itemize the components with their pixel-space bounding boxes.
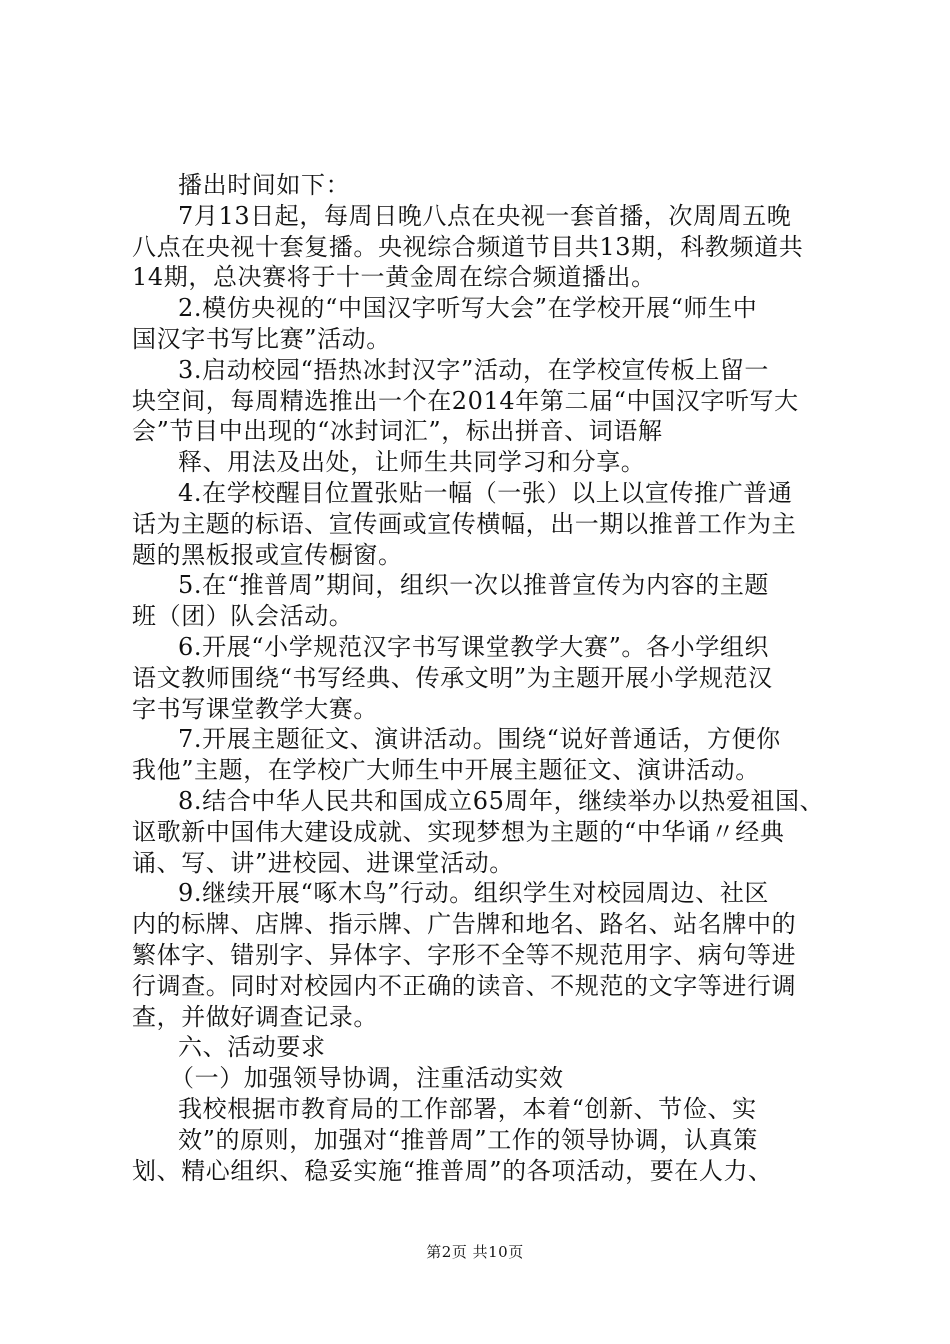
- document-body: [132, 170, 832, 1186]
- text-line: 4.在学校醒目位置张贴一幅（一张）以上以宣传推广普通: [178, 478, 793, 507]
- text-line: 我校根据市教育局的工作部署，本着“创新、节俭、实: [178, 1094, 757, 1123]
- text-line: （一）加强领导协调，注重活动实效: [170, 1064, 564, 1093]
- text-line: 班（团）队会活动。: [132, 602, 354, 631]
- text-line: 14期，总决赛将于十一黄金周在综合频道播出。: [132, 263, 656, 292]
- page-footer: 第2页 共10页: [426, 1243, 524, 1261]
- text-line: 八点在央视十套复播。央视综合频道节目共13期，科教频道共: [132, 232, 804, 261]
- text-line: 查，并做好调查记录。: [132, 1002, 378, 1031]
- text-line: 诵、写、讲”进校园、进课堂活动。: [132, 848, 514, 877]
- text-line: 7.开展主题征文、演讲活动。围绕“说好普通话，方便你: [178, 725, 781, 754]
- text-line: 5.在“推普周”期间，组织一次以推普宣传为内容的主题: [178, 571, 770, 600]
- text-line: 六、活动要求: [178, 1033, 326, 1062]
- text-line: 会”节目中出现的“冰封词汇”，标出拼音、词语解: [132, 417, 663, 446]
- text-line: 话为主题的标语、宣传画或宣传横幅，出一期以推普工作为主: [132, 509, 797, 538]
- text-line: 7月13日起，每周日晚八点在央视一套首播，次周周五晚: [178, 201, 792, 230]
- text-line: 繁体字、错别字、异体字、字形不全等不规范用字、病句等进: [132, 940, 797, 969]
- text-line: 6.开展“小学规范汉字书写课堂教学大赛”。各小学组织: [178, 632, 770, 661]
- text-line: 行调查。同时对校园内不正确的读音、不规范的文字等进行调: [132, 971, 797, 1000]
- text-line: 8.结合中华人民共和国成立65周年，继续举办以热爱祖国、: [178, 786, 825, 815]
- text-line: 9.继续开展“啄木鸟”行动。组织学生对校园周边、社区: [178, 879, 770, 908]
- text-line: 效”的原则，加强对“推普周”工作的领导协调，认真策: [178, 1125, 758, 1154]
- text-line: 3.启动校园“捂热冰封汉字”活动，在学校宣传板上留一: [178, 355, 770, 384]
- text-line: 划、精心组织、稳妥实施“推普周”的各项活动，要在人力、: [132, 1156, 773, 1185]
- text-line: 内的标牌、店牌、指示牌、广告牌和地名、路名、站名牌中的: [132, 910, 797, 939]
- text-line: 题的黑板报或宣传橱窗。: [132, 540, 403, 569]
- text-line: 播出时间如下：: [178, 171, 351, 199]
- text-line: 释、用法及出处，让师生共同学习和分享。: [178, 448, 646, 477]
- text-line: 块空间，每周精选推出一个在2014年第二届“中国汉字听写大: [132, 386, 799, 415]
- text-line: 2.模仿央视的“中国汉字听写大会”在学校开展“师生中: [178, 294, 758, 323]
- text-line: 字书写课堂教学大赛。: [132, 694, 378, 723]
- text-line: 国汉字书写比赛”活动。: [132, 324, 391, 353]
- text-line: 我他”主题，在学校广大师生中开展主题征文、演讲活动。: [132, 756, 760, 785]
- text-line: 讴歌新中国伟大建设成就、实现梦想为主题的“中华诵〃经典: [132, 817, 785, 846]
- text-line: 语文教师围绕“书写经典、传承文明”为主题开展小学规范汉: [132, 663, 773, 692]
